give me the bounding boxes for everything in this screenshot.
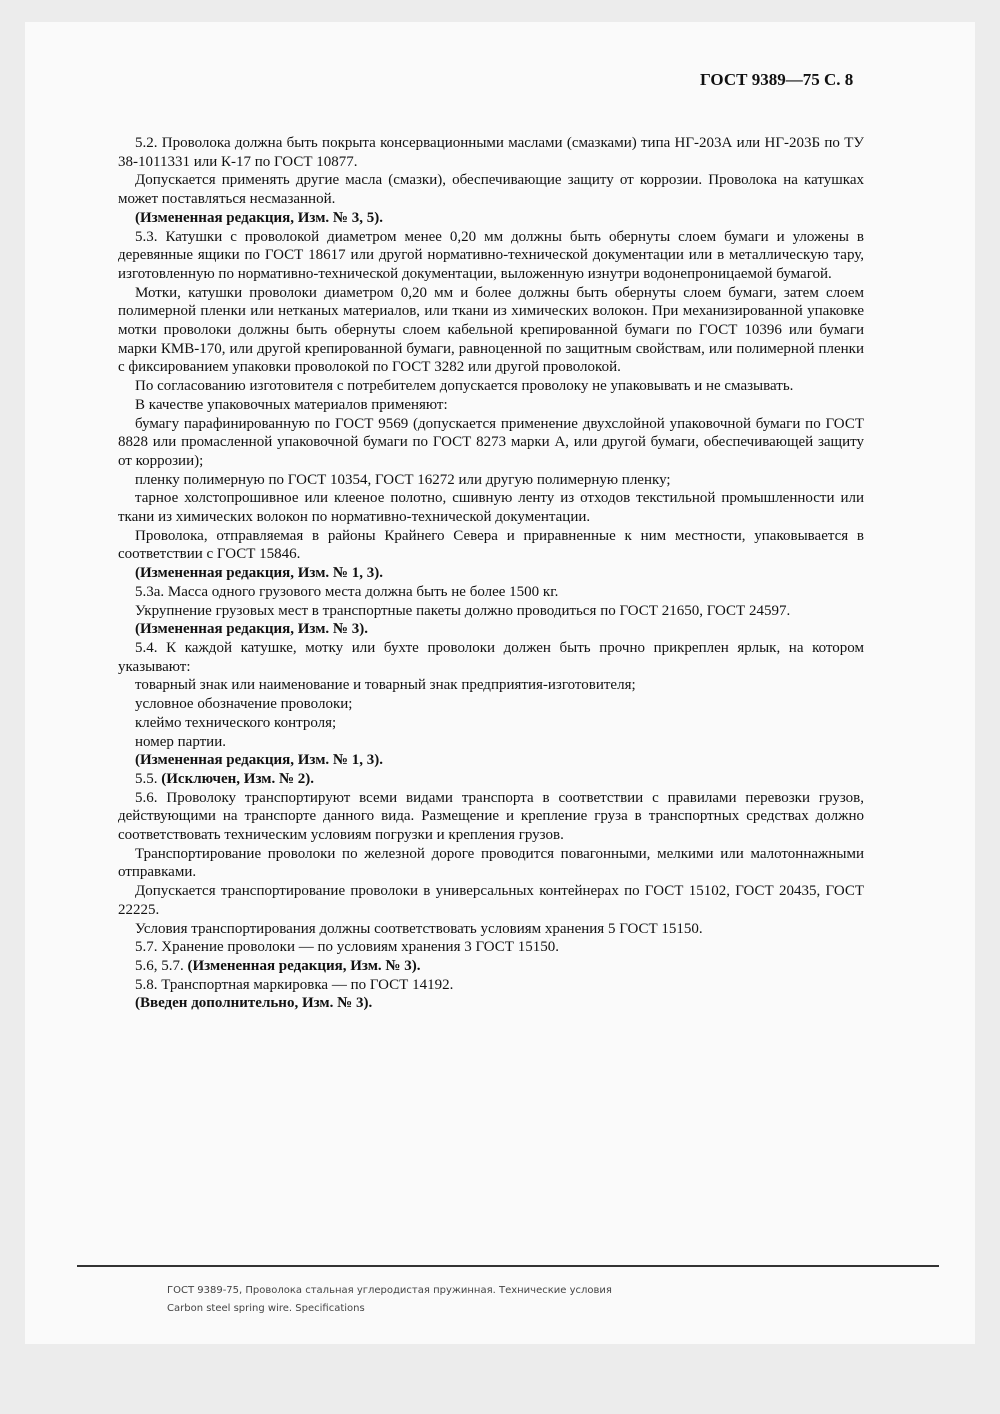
paragraph: 5.6. Проволоку транспортируют всеми видами транспорта в соответствии с правилами перевозки грузов, действующими на транспорте данного вида. Размещение и крепление груза в транспортных средствах должно соответствовать техническим условиям погрузки и крепления грузов.	[118, 789, 864, 844]
amendment-note: (Введен дополнительно, Изм. № 3).	[135, 995, 373, 1012]
paragraph: Мотки, катушки проволоки диаметром 0,20 мм и более должны быть обернуты слоем бумаги, затем слоем полимерной пленки или нетканых материалов, или ткани из химических волокон. При механизированной упаковке мотки проволоки должны быть обернуты слоем кабельной крепированной бумаги по ГОСТ 10396 или бумаги марки КМВ-170, или другой крепированной бумаги, равноценной по защитным свойствам, или полимерной пленки с фиксированием упаковки проволокой по ГОСТ 3282 или другой проволокой.	[118, 284, 864, 376]
paragraph: Условия транспортирования должны соответствовать условиям хранения 5 ГОСТ 15150.	[135, 920, 703, 937]
paragraph: Допускается транспортирование проволоки в универсальных контейнерах по ГОСТ 15102, ГОСТ 20435, ГОСТ 22225.	[118, 883, 864, 918]
paragraph: Укрупнение грузовых мест в транспортные пакеты должно проводиться по ГОСТ 21650, ГОСТ 24597.	[135, 602, 791, 619]
paragraph: бумагу парафинированную по ГОСТ 9569 (допускается применение двухслойной упаковочной бумаги по ГОСТ 8828 или промасленной упаковочной бумаги по ГОСТ 8273 марки А, или другой бумаги, обеспечивающей защиту от коррозии);	[118, 415, 864, 469]
clause-number: 5.6, 5.7.	[135, 957, 188, 974]
amendment-note: (Измененная редакция, Изм. № 3).	[135, 621, 369, 638]
amendment-note: (Измененная редакция, Изм. № 3, 5).	[135, 209, 384, 226]
paragraph: Допускается применять другие масла (смазки), обеспечивающие защиту от коррозии. Проволока на катушках может поставляться несмазанной.	[118, 172, 864, 208]
footer-title-en: Carbon steel spring wire. Specifications	[167, 1303, 365, 1314]
amendment-note: (Измененная редакция, Изм. № 1, 3).	[135, 565, 384, 582]
paragraph: В качестве упаковочных материалов применяют:	[135, 396, 448, 413]
amendment-note	[118, 770, 864, 789]
document-body	[118, 134, 864, 1013]
footer-divider	[77, 1265, 939, 1267]
paragraph: тарное холстопрошивное или клееное полотно, сшивную ленту из отходов текстильной промышленности или ткани из химических волокон по нормативно-технической документации.	[118, 490, 864, 526]
paragraph: Транспортирование проволоки по железной дороге проводится повагонными, мелкими или малотоннажными отправками.	[118, 845, 864, 881]
paragraph: 5.3а. Масса одного грузового места должна быть не более 1500 кг.	[135, 583, 559, 600]
paragraph: пленку полимерную по ГОСТ 10354, ГОСТ 16272 или другую полимерную пленку;	[135, 471, 671, 488]
amendment-note	[118, 957, 864, 976]
page-footer	[167, 1282, 612, 1318]
paragraph: Проволока, отправляемая в районы Крайнего Севера и приравненные к ним местности, упаковывается в соответствии с ГОСТ 15846.	[118, 527, 864, 563]
paragraph: условное обозначение проволоки;	[135, 696, 353, 713]
paragraph: 5.3. Катушки с проволокой диаметром менее 0,20 мм должны быть обернуты слоем бумаги и уложены в деревянные ящики по ГОСТ 18617 или другой нормативно-технической документации или в металлическую тару, изготовленную по нормативно-технической документации, выложенную изнутри водонепроницаемой бумагой.	[118, 228, 864, 282]
paragraph: товарный знак или наименование и товарный знак предприятия-изготовителя;	[135, 677, 636, 694]
amendment-text: (Исключен, Изм. № 2).	[161, 770, 315, 787]
clause-number: 5.5.	[135, 770, 162, 787]
amendment-note: (Измененная редакция, Изм. № 1, 3).	[135, 752, 384, 769]
paragraph: 5.7. Хранение проволоки — по условиям хранения 3 ГОСТ 15150.	[135, 939, 559, 956]
paragraph: По согласованию изготовителя с потребителем допускается проволоку не упаковывать и не смазывать.	[135, 378, 794, 395]
page-header: ГОСТ 9389—75 С. 8	[700, 70, 854, 89]
paragraph: 5.8. Транспортная маркировка — по ГОСТ 14192.	[135, 976, 454, 993]
paragraph: 5.4. К каждой катушке, мотку или бухте проволоки должен быть прочно прикреплен ярлык, на котором указывают:	[118, 639, 864, 675]
paragraph: 5.2. Проволока должна быть покрыта консервационными маслами (смазками) типа НГ-203А или НГ-203Б по ТУ 38-1011331 или К-17 по ГОСТ 10877.	[118, 135, 864, 170]
paragraph: клеймо технического контроля;	[135, 714, 337, 731]
footer-title-ru: ГОСТ 9389-75, Проволока стальная углеродистая пружинная. Технические условия	[167, 1285, 612, 1296]
paragraph: номер партии.	[135, 733, 226, 750]
amendment-text: (Измененная редакция, Изм. № 3).	[187, 957, 421, 974]
